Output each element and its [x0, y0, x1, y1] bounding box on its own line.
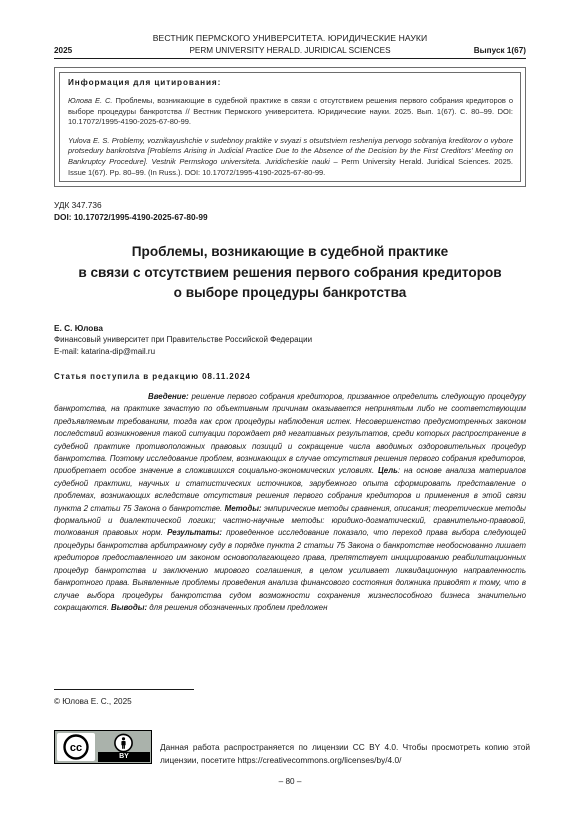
cc-by-license-badge[interactable]	[54, 730, 152, 764]
abstract-intro-text: решение первого собрания кредиторов, призванное определить следующую процедуру банкротства, на практике зачастую по объективным причинам оказывается непринятым либо не соответствующим предъявляемым требованиям, тогда как срок процедуры наблюдения истек. Несовершенство предусмотренных законом последствий возникновения такой ситуации порождает ряд негативных результатов, среди которых распространение в судебной практике противоположных правовых позиций и сокращение числа вводимых оздоровительных процедур банкротства. Поэтому исследование проблем, возникающих в случае отсутствия решения первого собрания кредиторов, приобретает особое значение в сложившихся социально-экономических условиях.	[54, 392, 526, 476]
license-text: Данная работа распространяется по лицензии CC BY 4.0. Чтобы просмотреть копию этой лицензии, посетите https://creativecommons.org/licenses/by/4.0/	[160, 742, 530, 765]
abstract-goal-label: Цель	[378, 466, 398, 476]
svg-text:cc: cc	[69, 742, 83, 755]
abstract-methods-text: эмпирические методы сравнения, описания; теоретические методы формальной и диалектической логики; частно-научные методы: юридико-догматический, сравнительно-правовой, толкования правовых норм.	[54, 503, 526, 538]
title-line-1: Проблемы, возникающие в судебной практике	[131, 244, 449, 259]
article-doi: DOI: 10.17072/1995-4190-2025-67-80-99	[54, 212, 208, 222]
abstract-results-text: проведенное исследование показало, что переход права выбора следующей процедуры банкротства арбитражному суду в порядке пункта 2 статьи 75 Закона о банкротстве необоснованно лишает кредиторов предоставленного им законом основополагающего права, препятствует инициированию реабилитационных процедур банкротства и заключению мирового соглашения, в целом усиливает ликвидационную направленность банкротного права. Выявленные проблемы проведения анализа финансового состояния должника приводят к тому, что в случае выбора процедуры банкротства судом возможности сохранения жизнеспособного бизнеса значительно сокращаются.	[54, 528, 526, 612]
title-line-2: в связи с отсутствием решения первого собрания кредиторов	[78, 264, 502, 280]
citation-inner-frame	[59, 72, 521, 182]
author-affiliation: Финансовый университет при Правительстве Российской Федерации	[54, 335, 313, 344]
cc-by-label: BY	[119, 753, 129, 760]
citation-en	[68, 136, 513, 178]
cc-by-strip	[98, 752, 150, 762]
copyright-line: © Юлова Е. С., 2025	[54, 697, 132, 706]
header-year: 2025	[54, 46, 73, 55]
footnote-rule	[54, 689, 194, 690]
abstract-results-label: Результаты:	[167, 528, 222, 538]
running-head-en: PERM UNIVERSITY HERALD. JURIDICAL SCIENCES	[189, 46, 391, 55]
received-date: Статья поступила в редакцию 08.11.2024	[54, 372, 251, 381]
author-name: Е. С. Юлова	[54, 323, 103, 333]
header-rule	[54, 58, 526, 59]
abstract-goal-text: : на основе анализа материалов судебной практики, научных и статистических источников, зарубежного опыта сформировать представление о проблемах, возникающих вследствие отсутствия решения первого собрания кредиторов и применения в этой связи пункта 2 статьи 75 Закона о банкротстве.	[54, 466, 527, 513]
header-issue: Выпуск 1(67)	[473, 46, 526, 55]
udc-code: УДК 347.736	[54, 200, 102, 210]
citation-title: Информация для цитирования:	[68, 78, 222, 87]
abstract-intro-label: Введение:	[148, 392, 189, 401]
citation-ru	[68, 96, 513, 128]
citation-ru-author: Юлова Е. С.	[68, 96, 113, 105]
article-title	[54, 242, 526, 304]
abstract-conclusions-label: Выводы:	[111, 602, 148, 612]
citation-ru-text: Проблемы, возникающие в судебной практике в связи с отсутствием решения первого собрания кредиторов о выборе процедуры банкротства // Вестник Пермского университета. Юридические науки. 2025. Вып. 1(67). С. 80–99. DOI: 10.17072/1995-4190-2025-67-80-99.	[68, 96, 514, 127]
running-head-ru: ВЕСТНИК ПЕРМСКОГО УНИВЕРСИТЕТА. ЮРИДИЧЕСКИЕ НАУКИ	[152, 33, 428, 43]
citation-box	[54, 67, 526, 187]
abstract-conclusions-text: для решения обозначенных проблем предложен	[147, 602, 328, 612]
author-email: E-mail: katarina-dip@mail.ru	[54, 347, 156, 356]
citation-en-text: – Perm University Herald. Juridical Sciences. 2025. Issue 1(67). Pp. 80–99. (In Russ.). DOI: 10.17072/1995-4190-2025-67-80-99.	[68, 156, 513, 177]
abstract	[54, 391, 526, 614]
title-line-3: о выборе процедуры банкротства	[173, 285, 407, 300]
citation-en-italic: Yulova E. S. Problemy, voznikayushchie v sudebnoy praktike v svyazi s otsutstviem resheniya pervogo sobraniya kreditorov o vybore protsedury bankrotstva [Problems Arising in Judicial Practice Due to the Absence of the Decision by the First Creditors' Meeting on Bankruptcy Procedure]. Vestnik Permskogo universiteta. Juridicheskie nauki	[68, 135, 513, 166]
abstract-methods-label: Методы:	[224, 503, 262, 513]
page-number: – 80 –	[278, 777, 302, 786]
cc-logo-icon	[57, 733, 95, 761]
